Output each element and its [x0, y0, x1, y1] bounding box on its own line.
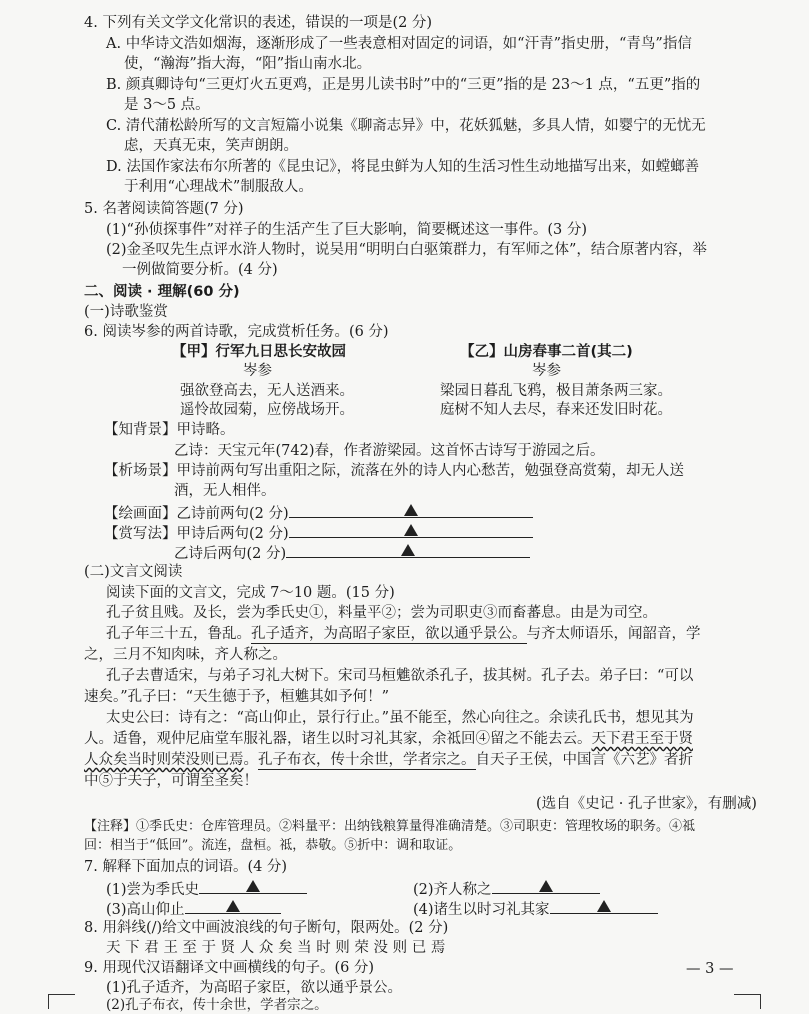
- q7-item-3: [106, 899, 281, 919]
- q6-task-1: [104, 503, 533, 523]
- q5-stem: 5. 名著阅读简答题(7 分): [84, 201, 244, 217]
- classical-para-2: [106, 625, 701, 643]
- classical-para-3-cont: 速矣。”孔子曰：“天生德于予，桓魋其如予何！”: [84, 689, 389, 705]
- classical-para-4-line4: 中⑤于夫子，可谓至圣矣！: [84, 773, 258, 789]
- subsection-poetry: (一)诗歌鉴赏: [84, 304, 168, 320]
- classical-para-2-a: 孔子年三十五，鲁乱。: [106, 626, 251, 642]
- q6-task-2: [104, 523, 533, 543]
- q7-stem: 7. 解释下面加点的词语。(4 分): [84, 859, 288, 875]
- q8-stem: 8. 用斜线(/)给文中画波浪线的句子断句，限两处。(2 分): [84, 920, 449, 936]
- q4-stem: 4. 下列有关文学文化常识的表述，错误的一项是(2 分): [84, 15, 433, 31]
- q9-sentence-2: (2)孔子布衣，传十余世，学者宗之。: [106, 997, 328, 1013]
- classical-para-4-b: 人。适鲁，观仲尼庙堂车服礼器，诸生以时习礼其家，余祗回④留之不能去云。: [84, 731, 592, 747]
- crop-mark-left: [48, 994, 75, 1009]
- answer-triangle-icon: [597, 900, 611, 912]
- poem-b-line2: 庭树不知人去尽，春来还发旧时花。: [440, 402, 672, 418]
- q7-item-1-answer-line[interactable]: [199, 879, 307, 894]
- answer-triangle-icon: [404, 504, 418, 516]
- q4-option-d-line2: 于利用“心理战术”制服敌人。: [124, 179, 313, 195]
- annotation-line2: 回：相当于“低回”。流连，盘桓。祗，恭敬。⑤折中：调和取证。: [84, 838, 462, 853]
- q7-item-2-label: (2)齐人称之: [413, 882, 492, 898]
- q6-task-1-label: 【绘画面】乙诗前两句(2 分): [104, 506, 289, 522]
- q6-background-1: 【知背景】甲诗略。: [104, 422, 235, 438]
- poem-a-line2: 遥怜故园菊，应傍战场开。: [180, 402, 354, 418]
- q7-item-4: [413, 899, 658, 919]
- q4-option-a-line1: A. 中华诗文浩如烟海，逐渐形成了一些表意相对固定的词语，如“汗青”指史册，“青鸟”指信: [106, 36, 692, 52]
- q6-task-3-answer-line[interactable]: [286, 543, 530, 558]
- poem-a-line1: 强欲登高去，无人送酒来。: [180, 383, 354, 399]
- page-number: — 3 —: [686, 961, 734, 977]
- q5-part2-line1: (2)金圣叹先生点评水浒人物时，说吴用“明明白白驱策群力，有军师之体”，结合原著内容，举: [106, 242, 707, 258]
- q6-background-2: 乙诗：天宝元年(742)春，作者游梁园。这首怀古诗写于游园之后。: [174, 443, 605, 459]
- q6-task-3-label: 乙诗后两句(2 分): [174, 546, 287, 562]
- poem-b-line1: 梁园日暮乱飞鸦，极目萧条两三家。: [440, 383, 672, 399]
- poem-b-author: 岑参: [532, 363, 561, 379]
- q9-stem: 9. 用现代汉语翻译文中画横线的句子。(6 分): [84, 960, 375, 976]
- q6-scene-line1: 【析场景】甲诗前两句写出重阳之际，流落在外的诗人内心愁苦，勉强登高赏菊，却无人送: [104, 463, 684, 479]
- classical-para-1: 孔子贫且贱。及长，尝为季氏史①，料量平②；尝为司职吏③而畜蕃息。由是为司空。: [106, 605, 657, 621]
- answer-triangle-icon: [401, 544, 415, 556]
- q7-item-1: [106, 879, 307, 899]
- crop-mark-right: [734, 994, 761, 1009]
- subsection-classical: (二)文言文阅读: [84, 564, 183, 580]
- classical-para-4-line3: [84, 751, 693, 769]
- q5-part2-line2: 一例做简要分析。(4 分): [122, 262, 278, 278]
- q7-item-2: [413, 879, 600, 899]
- q6-scene-line2: 酒，无人相伴。: [174, 483, 276, 499]
- q7-item-3-answer-line[interactable]: [185, 899, 281, 914]
- q6-task-2-label: 【赏写法】甲诗后两句(2 分): [104, 526, 289, 542]
- answer-triangle-icon: [246, 880, 260, 892]
- answer-triangle-icon: [226, 900, 240, 912]
- classical-para-4: 太史公曰：诗有之：“高山仰止，景行行止。”虽不能至，然心向往之。余读孔氏书，想见其为: [106, 710, 694, 726]
- poem-b-title: 【乙】山房春事二首(其二): [460, 344, 633, 360]
- classical-para-4-line2: [84, 730, 693, 748]
- annotation-line1: 【注释】①季氏史：仓库管理员。②料量平：出纳钱粮算量得准确清楚。③司职吏：管理牧场的职务。④祗: [84, 819, 696, 834]
- poem-a-author: 岑参: [243, 363, 272, 379]
- underlined-sentence-1: 孔子适齐，为高昭子家臣，欲以通乎景公。: [251, 626, 527, 642]
- q6-task-3: [174, 543, 530, 563]
- classical-para-3: 孔子去曹适宋，与弟子习礼大树下。宋司马桓魋欲杀孔子，拔其树。孔子去。弟子曰：“可以: [106, 668, 694, 684]
- underlined-sentence-2: 孔子布衣，传十余世，学者宗之。: [258, 752, 476, 768]
- answer-triangle-icon: [404, 524, 418, 536]
- q4-option-a-line2: 使，“瀚海”指大海，“阳”指山南水北。: [124, 56, 372, 72]
- q6-stem: 6. 阅读岑参的两首诗歌，完成赏析任务。(6 分): [84, 324, 389, 340]
- wavy-sentence-part2: 人众矣当时则荣没则已焉: [84, 752, 244, 768]
- classical-intro: 阅读下面的文言文，完成 7～10 题。(15 分): [106, 585, 395, 601]
- q9-sentence-1: (1)孔子适齐，为高昭子家臣，欲以通乎景公。: [106, 980, 403, 996]
- q7-item-2-answer-line[interactable]: [492, 879, 600, 894]
- period: 。: [243, 752, 258, 768]
- classical-source: (选自《史记 · 孔子世家》，有删减): [536, 796, 757, 812]
- q4-option-b-line2: 是 3～5 点。: [124, 97, 210, 113]
- q6-task-1-answer-line[interactable]: [289, 503, 533, 518]
- wavy-sentence-part1: 天下君王至于贤: [591, 731, 693, 747]
- answer-triangle-icon: [539, 880, 553, 892]
- q4-option-c-line1: C. 清代蒲松龄所写的文言短篇小说集《聊斋志异》中，花妖狐魅，多具人情，如婴宁的无忧无: [106, 118, 706, 134]
- q4-option-b-line1: B. 颜真卿诗句“三更灯火五更鸡，正是男儿读书时”中的“三更”指的是 23～1 点，“五更”指的: [106, 77, 701, 93]
- q4-option-c-line2: 虑，天真无束，笑声朗朗。: [124, 138, 298, 154]
- q7-item-4-answer-line[interactable]: [550, 899, 658, 914]
- classical-para-2-b: 与齐太师语乐，闻韶音，学: [526, 626, 701, 642]
- q5-part1: (1)“孙侦探事件”对祥子的生活产生了巨大影响，简要概述这一事件。(3 分): [106, 222, 588, 238]
- section-2-heading: 二、阅读 · 理解(60 分): [84, 284, 240, 300]
- classical-para-4-d: 自天子王侯，中国言《六艺》者折: [475, 752, 693, 768]
- q7-item-1-label: (1)尝为季氏史: [106, 882, 200, 898]
- q4-option-d-line1: D. 法国作家法布尔所著的《昆虫记》，将昆虫鲜为人知的生活习性生动地描写出来，如螳螂善: [106, 159, 700, 175]
- classical-para-2-cont: 之，三月不知肉味，齐人称之。: [84, 647, 287, 663]
- q8-sentence: 天 下 君 王 至 于 贤 人 众 矣 当 时 则 荣 没 则 已 焉: [106, 940, 446, 956]
- q6-task-2-answer-line[interactable]: [289, 523, 533, 538]
- poem-a-title: 【甲】行军九日思长安故园: [172, 344, 346, 360]
- q7-item-3-label: (3)高山仰止: [106, 902, 185, 918]
- q7-item-4-label: (4)诸生以时习礼其家: [413, 902, 550, 918]
